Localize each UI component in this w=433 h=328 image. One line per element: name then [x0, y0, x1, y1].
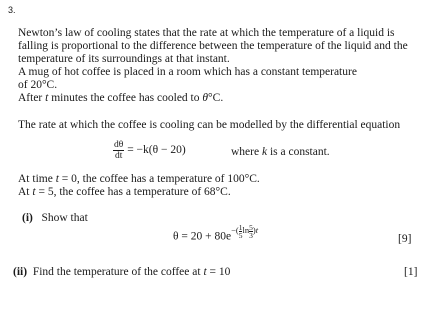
after-pre: After — [18, 92, 46, 104]
condition-line-1 — [18, 173, 260, 186]
after-post: °C. — [208, 92, 224, 104]
exp-ln-den: 3 — [249, 231, 253, 240]
intro-line-1: Newton’s law of cooling states that the rate at which the temperature of a liquid is — [18, 27, 395, 39]
intro-line-2: falling is proportional to the difference between the temperature of the liquid and the — [18, 40, 408, 52]
after-minutes-line — [18, 92, 223, 105]
var-theta: θ — [202, 92, 209, 104]
var-k: k — [261, 146, 268, 158]
part-i-label: (i) — [22, 212, 33, 224]
cond1-post: = 0, the coffee has a temperature of 100°C. — [58, 173, 260, 185]
exp-frac-num: 1 — [238, 223, 243, 232]
equation-note — [231, 146, 330, 158]
part-ii-text-pre: Find the temperature of the coffee at — [32, 266, 204, 278]
model-line: The rate at which the coffee is cooling can be modelled by the differential equation — [18, 119, 401, 131]
question-number: 3. — [8, 5, 16, 15]
intro-line-3: temperature of its surroundings at that instant. — [18, 53, 230, 65]
exp-ln-num: 5 — [249, 223, 253, 232]
condition-line-2 — [18, 186, 231, 199]
part-ii-marks: [1] — [404, 266, 418, 278]
part-i-heading — [22, 212, 88, 224]
intro-line-5: of 20°C. — [18, 79, 58, 91]
cond1-var: t — [55, 173, 59, 185]
derivative-num: dθ — [114, 140, 124, 150]
note-pre: where — [231, 146, 262, 158]
part-i-formula — [173, 223, 259, 245]
part-ii-text-post: = 10 — [206, 266, 231, 278]
part-i-marks: [9] — [398, 233, 412, 245]
part-ii-line — [13, 266, 230, 278]
part-i-text: Show that — [41, 212, 88, 224]
exp-frac-den: 5 — [238, 231, 243, 240]
exp-t: t — [255, 225, 259, 236]
derivative-fraction — [113, 140, 124, 161]
differential-equation — [113, 140, 186, 161]
intro-line-4: A mug of hot coffee is placed in a room which has a constant temperature — [18, 66, 357, 78]
part-ii-label: (ii) — [13, 266, 28, 278]
cond2-var: t — [32, 186, 36, 198]
exp-ln-frac — [249, 224, 253, 239]
var-t: t — [45, 92, 49, 104]
derivative-den: dt — [114, 151, 123, 161]
cond1-pre: At time — [18, 173, 56, 185]
note-post: is a constant. — [267, 146, 330, 158]
cond2-post: = 5, the coffee has a temperature of 68°C. — [35, 186, 231, 198]
part-ii-var: t — [203, 266, 207, 278]
formula-exponent: −( 1 5 ln 5 3 )t — [231, 223, 259, 240]
equation-rhs: = −k(θ − 20) — [127, 144, 186, 157]
after-mid: minutes the coffee has cooled to — [48, 92, 203, 104]
formula-base: θ = 20 + 80e — [173, 230, 232, 243]
exp-ln: ln — [242, 225, 250, 236]
exp-minus: − — [231, 225, 236, 236]
cond2-pre: At — [18, 186, 33, 198]
